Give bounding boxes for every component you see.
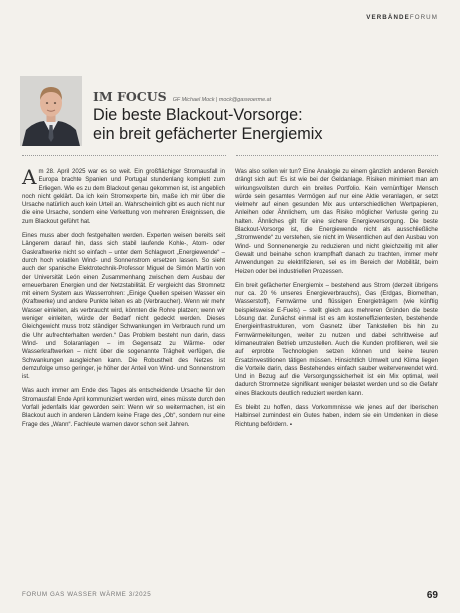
- article-paragraph: Was auch immer am Ende des Tages als entscheidende Ursache für den Stromausfall Ende April kommuniziert werden wird, eines müsste durch den Vorfall jedenfalls klar geworden sein: Wenn wir so weitermachen, ist ein Blackout auch in anderen Ländern keine Frage des „Ob“, sondern nur eine Frage des „Wann“. Fachleute warnen davor schon seit Jahren.: [22, 388, 225, 428]
- article-paragraph: [22, 165, 225, 226]
- article-paragraph: Es bleibt zu hoffen, dass Vorkommnisse wie jenes auf der Iberischen Halbinsel zumindest ein Gutes haben, indem sie ein Umdenken in diese Richtung befördern. ▪: [235, 405, 438, 428]
- publication-footer: FORUM GAS WASSER WÄRME 3/2025: [22, 591, 152, 598]
- article-title-line-2: ein breit gefächerter Energiemix: [93, 125, 323, 143]
- article-title-line-1: Die beste Blackout-Vorsorge:: [93, 106, 303, 124]
- article-paragraph: Eines muss aber doch festgehalten werden. Experten weisen bereits seit Längerem darauf hin, dass sich stabil laufende Kohle-, Atom- oder Gaskraftwerke nicht so einfach – unter dem Schlagwort „Energiewende“ – durch hoch volatilen Wind- und Sonnenstrom ersetzen lassen. So sieht auch der spanische Elektrotechnik-Professor Miguel de Simón Martín von der Universität León einen Zusammenhang zwischen dem Ausbau der erneuerbaren Energien und der Netzstabilität. Er vergleicht das Stromnetz mit einem System aus Wasserrohren: „Einige Quellen speisen Wasser ein (Kraftwerke) und andere Punkte leiten es ab (Verbraucher). Wenn wir mehr Wasser einleiten, als verbraucht wird, könnten die Rohre platzen; wenn wir weniger einleiten, würde der Bedarf nicht gedeckt werden. Dieses Gleichgewicht muss trotz ständiger Schwankungen im Verbrauch rund um die Uhr aufrechterhalten werden.“ Das Problem besteht nun darin, dass Wind- und Solaranlagen – im Gegensatz zu Wärme- oder Wasserkraftwerken – nicht über die sogenannte Trägheit verfügen, die Schwankungen ausgleichen kann. Die Robustheit des Netzes ist demzufolge umso geringer, je höher der Anteil von Wind- und Sonnenstrom ist.: [22, 233, 225, 381]
- author-portrait: [20, 76, 82, 146]
- section-header-strong: VERBÄNDE: [366, 14, 410, 21]
- article-paragraph: Was also sollen wir tun? Eine Analogie zu einem gänzlich anderen Bereich drängt sich auf: Es ist wie bei der Geldanlage. Risiken minimiert man am wirkungsvollsten durch ein breites Portfolio. Kein vernünftiger Mensch würde sein gesamtes Vermögen auf nur eine Aktie veranlagen, er setzt vielmehr auf einen gesunden Mix aus unterschiedlichen Wertpapieren, Anleihen oder Ähnlichem, um das Risiko möglicher Verluste gering zu halten. Ähnliches gilt für eine sichere Energieversorgung. Die beste Blackout-Vorsorge ist, die Energiewende nicht als ausschließliche „Stromwende“ zu verstehen, sie nicht im Wesentlichen auf den Ausbau von Wind- und Sonnenenergie zu reduzieren und nicht gleichzeitig mit aller Gewalt und beinahe schon krampfhaft danach zu trachten, immer mehr Anwendungen zu elektrifizieren, sei es im Bereich der Mobilität, beim Heizen oder bei industriellen Prozessen.: [235, 169, 438, 275]
- section-header-light: FORUM: [409, 14, 438, 21]
- author-byline: GF Michael Mock | mock@gaswoerme.at: [172, 97, 272, 103]
- page-number: 69: [426, 590, 438, 601]
- article-paragraph: Ein breit gefächerter Energiemix – bestehend aus Strom (derzeit übrigens nur ca. 20 % unseres Energieverbrauchs), Gas (Erdgas, Biomethan, Wasserstoff), Fernwärme und flüssigen Energieträgern (wie künftig beispielsweise E-Fuels) – stellt gleich aus mehreren Gründen die beste Lösung dar. Zunächst einmal ist es am kosteneffizientesten, bestehende Energieinfrastrukturen, vom Gasnetz über Tankstellen bis hin zu Fernwärmeleitungen, weiter zu nutzen und dabei schrittweise auf klimaneutralen Betrieb umzustellen. Auch die Kunden profitieren, weil sie auf erprobte Technologien setzen können und keine teuren Ersatzinvestitionen tätigen müssen. Hinsichtlich Umwelt und Klima liegen die Vorteile darin, dass Bestehendes einfach sauber weiterverwendet wird. Und in Bezug auf die Versorgungssicherheit ist ein Mix optimal, weil dadurch Stromnetze signifikant weniger belastet werden und so die Gefahr eines Blackouts deutlich reduziert werden kann.: [235, 282, 438, 397]
- article-column-left: [22, 165, 225, 435]
- section-header: [366, 14, 438, 21]
- drop-cap: A: [22, 165, 37, 189]
- divider-left: [22, 155, 226, 156]
- article-paragraph-text: m 28. April 2025 war es so weit. Ein großflächiger Stromausfall in Europa brachte Spanien und Portugal stundenlang komplett zum Erliegen. Wie es zu dem Blackout genau gekommen ist, ist angeblich noch nicht geklärt. Da ich kein Stromexperte bin, maße ich mir über die Ursache natürlich auch kein Urteil an. Wahrscheinlich gibt es auch nicht nur die eine Ursache, sondern eine Verkettung von mehreren Ereignissen, die zum Blackout geführt hat.: [22, 169, 225, 225]
- divider-right: [236, 155, 438, 156]
- kicker-label: IM FOCUS: [93, 89, 167, 104]
- article-title: [93, 106, 322, 144]
- author-portrait-image: [20, 76, 82, 146]
- kicker: [93, 88, 271, 106]
- article-column-right: [235, 168, 438, 435]
